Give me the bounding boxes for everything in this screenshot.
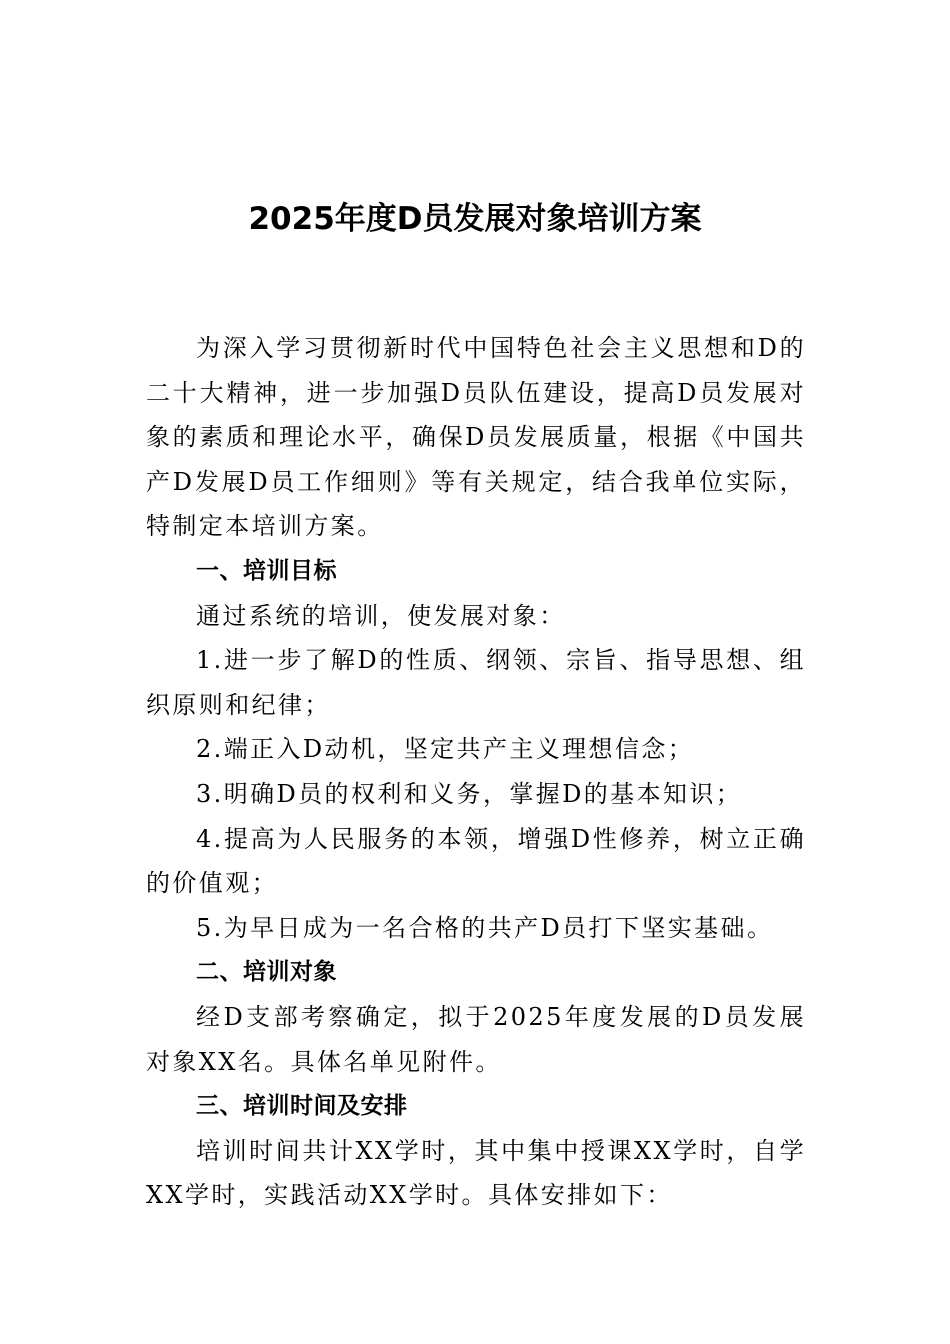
section-heading-schedule: 三、培训时间及安排 [196,1093,408,1120]
section-heading-targets: 二、培训对象 [196,959,337,986]
document-body [146,326,806,1218]
objective-item-3: 3.明确D员的权利和义务，掌握D的基本知识； [196,779,743,808]
targets-paragraph: 经D支部考察确定，拟于2025年度发展的D员发展对象XX名。具体名单见附件。 [146,1002,806,1076]
section-heading-objectives: 一、培训目标 [196,557,337,584]
document-title: 2025年度D员发展对象培训方案 [248,201,702,237]
objective-item-5: 5.为早日成为一名合格的共产D员打下坚实基础。 [196,913,774,942]
objective-item-4: 4.提高为人民服务的本领，增强D性修养，树立正确的价值观； [146,824,806,898]
intro-paragraph: 为深入学习贯彻新时代中国特色社会主义思想和D的二十大精神，进一步加强D员队伍建设，提高D员发展对象的素质和理论水平，确保D员发展质量，根据《中国共产D发展D员工作细则》等有关规定，结合我单位实际，特制定本培训方案。 [146,334,806,541]
objective-item-2: 2.端正入D动机，坚定共产主义理想信念； [196,735,695,764]
objective-item-1: 1.进一步了解D的性质、纲领、宗旨、指导思想、组织原则和纪律； [146,646,806,719]
schedule-paragraph: 培训时间共计XX学时，其中集中授课XX学时，自学XX学时，实践活动XX学时。具体安排如下： [146,1136,806,1210]
objectives-lead: 通过系统的培训，使发展对象： [196,601,566,630]
